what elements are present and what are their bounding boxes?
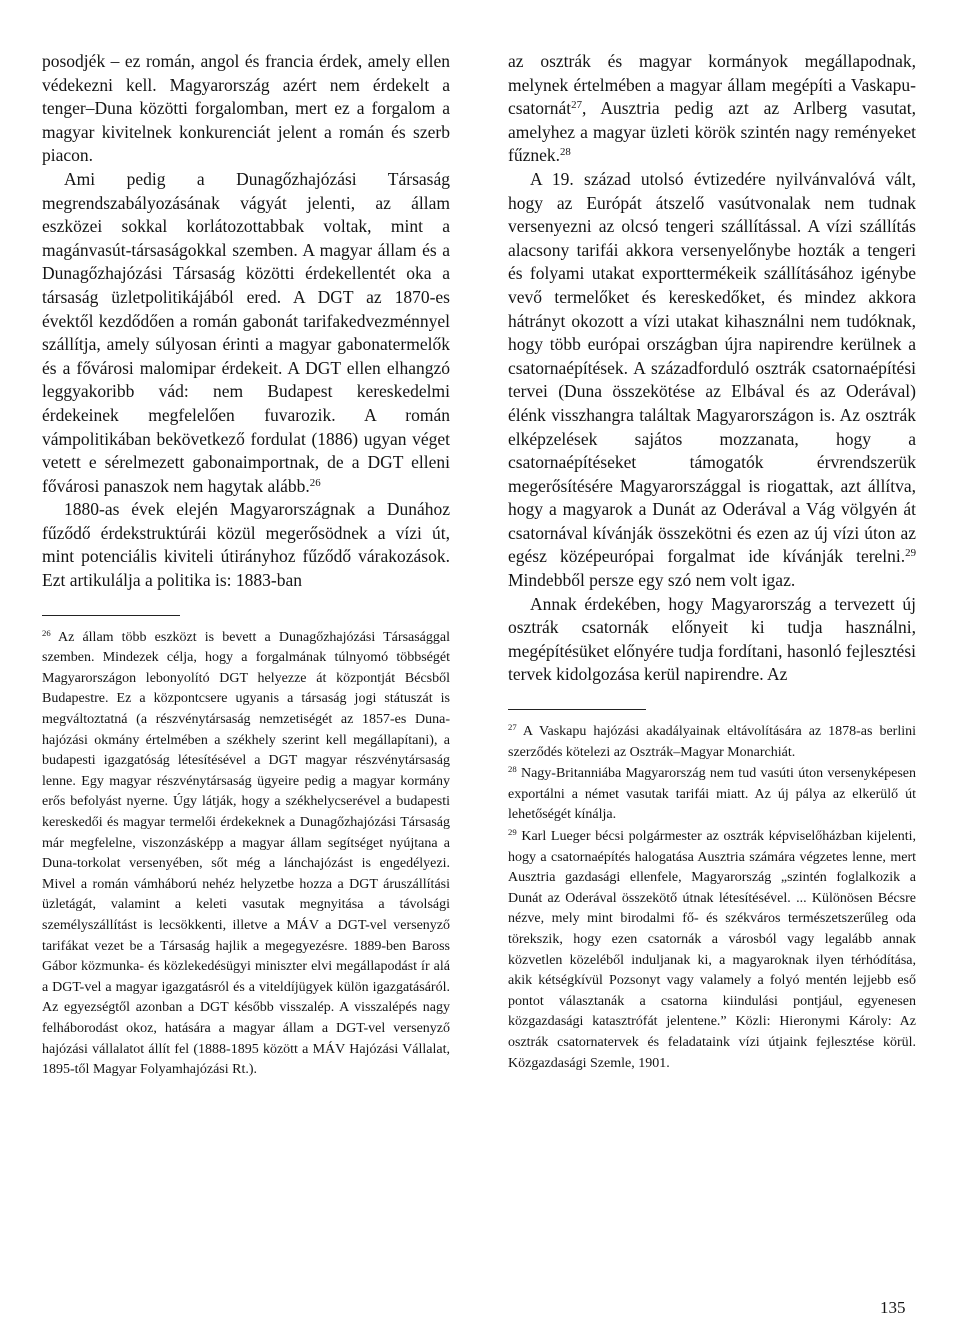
footnote-number: 29 [508, 827, 517, 838]
paragraph-text: az osztrák és magyar kormányok megállapodnak, melynek értelmében a magyar állam megépíti a Vaskapu-csatornát [508, 51, 916, 119]
footnote-ref[interactable]: 28 [560, 146, 571, 159]
paragraph [508, 50, 916, 168]
left-footnotes [42, 628, 450, 1081]
footnote-text: Karl Lueger bécsi polgármester az osztrák képviselőházban kijelenti, hogy a csatornaépítés halogatása Ausztria számára végzetes lenne, mert Ausztria gazdasági ellenfele, Magyarország „szintén foglalkozik a Dunát az Oderával összekötő útnak létesítésével. ... Különösen Bécsre nézve, mely mint birodalmi fő- és székváros természetszerűleg oda törekszik, hogy ezen csatornák a városból vagy legalább annak közvetlen közeléből induljanak ki, a magyaroknak ilyen térhódítása, akik kétségkívül Pozsonyt vagy valamely a folyó mentén lejjebb eső pontot választanák a csatorna kiindulási pontjául, egyenesen közgazdasági katasztrófát jelentene.” Közli: Hieronymi Károly: Az osztrák csatornatervek és feladataink vízi útjaink fejlesztése körül. Közgazdasági Szemle, 1901. [508, 829, 916, 1071]
right-footnotes [508, 722, 916, 1074]
footnote-text: A Vaskapu hajózási akadályainak eltávolítására az 1878-as berlini szerződés kötelezi az Osztrák–Magyar Monarchiát. [508, 724, 916, 760]
paragraph [42, 168, 450, 498]
paragraph-text: Mindebből persze egy szó nem volt igaz. [508, 570, 796, 591]
footnote [508, 764, 916, 826]
paragraph [508, 593, 916, 687]
footnote-text: Az állam több eszközt is bevett a Dunagőzhajózási Társasággal szemben. Mindezek célja, hogy a forgalmának túlnyomó többségét Magyarországon lebonyolító DGT helyezze át központját Bécsből Budapestre. Ez a központcsere ugyanis a társaság jogi státuszát is megváltoztatná (a részvénytársaság nemzetiségét az 1857-es Duna-hajózási okmány értelmében a székhely szerint kell megállapítani), a budapesti igazgatóság létesítésével a DGT magyar részvénytársaság lenne. Egy magyar részvénytársaság ügyeire pedig a magyar kormány erős befolyást nyerne. Úgy látják, hogy a székhelycserével a budapesti kereskedői és magyar termelői érdekeknek a Dunagőzhajózási Társaság már megfelelne, viszonzásképp a magyar állam segítséget nyújtana a Duna-torkolat versenyében, sőt még a lánchajózást is engedélyezi. Mivel a román vámháború nehéz helyzetbe hozza a DGT áruszállítási üzletágát, valamint a keleti vasutak megnyitása a távolsági személyszállítást is lecsökkenti, illetve a MÁV a DGT-vel versenyző tarifákat vezet be a Társaság hajlik a megegyezésre. 1889-ben Baross Gábor közmunka- és közlekedésügyi miniszter elvi megállapodást ír alá a DGT-vel a magyar igazgatásról és a viteldíjügyek külön igazgatásáról. Az egyezségtől azonban a DGT később visszalép. A visszalépés nagy felháborodást okoz, hatására a magyar állam a DGT-vel versenyző hajózási vállalatot állít fel (1888-1895 között a MÁV Hajózási Vállalat, 1895-től Magyar Folyamhajózási Rt.). [42, 629, 450, 1078]
left-body-text [42, 50, 450, 593]
footnote-ref[interactable]: 27 [571, 99, 583, 112]
footnote [508, 827, 916, 1074]
paragraph-text: Ami pedig a Dunagőzhajózási Társaság megrendszabályozásának vágyát jelenti, az állam eszközei sokkal korlátozottabbak voltak, mint a magánvasút-társaságokkal szemben. A magyar állam és a Dunagőzhajózási Társaság közötti érdekellentét oka a társaság üzletpolitikájából ered. A DGT az 1870-es évektől kezdődően a román gabonát tarifakedvezménnyel szállítja, amely súlyosan érinti a magyar gabonatermelők és a fővárosi malomipar érdekeit. A DGT ellen elhangzó leggyakoribb vád: nem Budapest kereskedelmi érdekeinek megfelelően fuvarozik. A román vámpolitikában bekövetkező fordulat (1886) ugyan véget vetett e sérelmezett gabonaimportnak, de a DGT elleni fővárosi panaszok nem hagytak alább. [42, 168, 450, 496]
footnote-number: 27 [508, 722, 517, 733]
paragraph-text: , Ausztria pedig azt az Arlberg vasutat, amelyhez a magyar üzleti körök szintén nagy reményeket fűznek. [508, 98, 916, 166]
paragraph [42, 50, 450, 168]
left-column [42, 50, 450, 1081]
footnote [508, 722, 916, 763]
paragraph [508, 168, 916, 593]
page-number: 135 [880, 1298, 906, 1317]
paragraph-text: posodjék – ez román, angol és francia érdek, amely ellen védekezni kell. Magyarország azért nem érdekelt a tenger–Duna közötti forgalomban, mert ez a forgalom a magyar kivitelnek konkurenciát jelent a román és szerb piacon. [42, 51, 450, 166]
footnote-divider [42, 615, 180, 616]
right-body-text [508, 50, 916, 687]
paragraph-text: Annak érdekében, hogy Magyarország a tervezett új osztrák csatornák előnyeit ki tudja használni, megépítésüket előnyére tudja fordítani, hasonló fejlesztési tervek kidolgozása kerül napirendre. Az [508, 593, 916, 685]
paragraph [42, 498, 450, 592]
footnote [42, 628, 450, 1081]
paragraph-text: 1880-as évek elején Magyarországnak a Dunához fűződő érdekstruktúrái közül megerősödnek a vízi út, mint potenciális kiviteli útirányhoz fűződő várakozások. Ezt artikulálja a politika is: 1883-ban [42, 499, 450, 591]
footnote-divider [508, 709, 646, 710]
footnote-text: Nagy-Britanniába Magyarország nem tud vasúti úton versenyképesen exportálni a német vasutak tarifái miatt. Az új pálya az elkerülő út lehetőségét kínálja. [508, 766, 917, 823]
footnote-ref[interactable]: 26 [309, 476, 321, 489]
footnote-number: 28 [508, 764, 517, 775]
paragraph-text: A 19. század utolsó évtizedére nyilvánvalóvá vált, hogy az Európát átszelő vasútvonalak nem tudnak versenyezni az olcsó tengeri szállítással. A vízi szállítás alacsony tarifái akkora versenyelőnybe hozták a tengeri és folyami utakat exporttermékeik szállításához igénybe vevő termelőket és kereskedőket, és mindez akkora hátrányt okozott a vízi utakat kihasználni nem tudóknak, hogy több európai országban újra napirendre kerülnek a csatornaépítések. A századforduló osztrák csatornaépítési tervei (Duna összekötése az Elbával és az Oderával) élénk visszhangra találtak Magyarországon is. Az osztrák elképzelések sajátos mozzanata, hogy a csatornaépítéseket támogatók érvrendszerük megerősítésére Magyarországgal is riogattak, azt állítva, hogy a magyarok a Dunát az Oderával a Vág völgyén át csatornával kívánják összekötni és ezen az új vízi úton az egész középeurópai forgalmat ide kívánják terelni. [508, 168, 916, 567]
footnote-number: 26 [42, 627, 51, 638]
right-column [508, 50, 916, 1074]
footnote-ref[interactable]: 29 [905, 547, 916, 560]
